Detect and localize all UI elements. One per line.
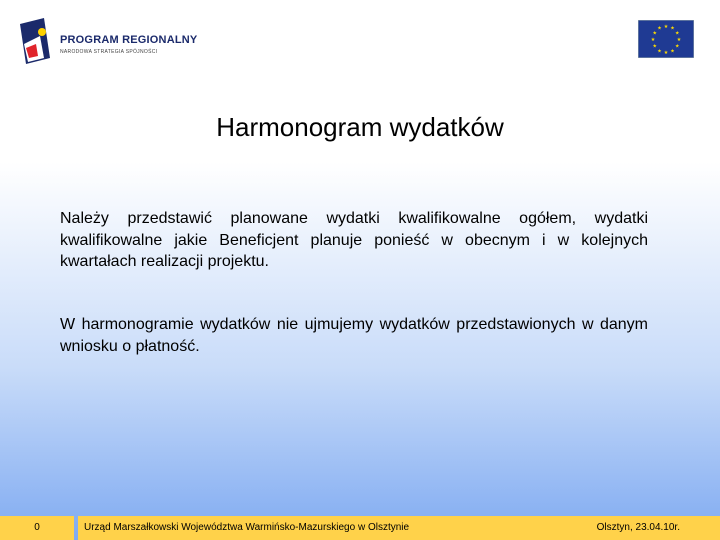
- paragraph-exclusions: W harmonogramie wydatków nie ujmujemy wydatków przedstawionych w danym wniosku o płatność.: [60, 316, 648, 355]
- footer: [0, 516, 720, 540]
- svg-text:★: ★: [675, 43, 680, 50]
- svg-text:★: ★: [650, 37, 656, 43]
- page-number: 0: [0, 516, 74, 540]
- footer-organization: Urząd Marszałkowski Województwa Warmińsko-Mazurskiego w Olsztynie: [78, 516, 418, 540]
- svg-text:★: ★: [676, 37, 682, 43]
- program-regionalny-logo-icon: [20, 18, 50, 64]
- svg-text:★: ★: [657, 25, 662, 32]
- program-logo: [0, 0, 210, 84]
- svg-text:★: ★: [652, 43, 657, 50]
- svg-text:★: ★: [670, 48, 675, 55]
- svg-text:★: ★: [670, 25, 675, 32]
- svg-text:★: ★: [663, 50, 669, 56]
- svg-text:★: ★: [657, 48, 662, 55]
- svg-text:★: ★: [652, 30, 657, 37]
- paragraph-planned-expenses: Należy przedstawić planowane wydatki kwalifikowalne ogółem, wydatki kwalifikowalne jakie Beneficjent planuje ponieść w obecnym i w kolejnych kwartałach realizacji projektu.: [60, 210, 648, 270]
- svg-text:★: ★: [663, 24, 669, 30]
- footer-date: Olsztyn, 23.04.10r.: [418, 516, 720, 540]
- svg-text:★: ★: [675, 30, 680, 37]
- logo-subtitle: NARODOWA STRATEGIA SPÓJNOŚCI: [60, 49, 158, 55]
- eu-flag-icon: [638, 20, 694, 58]
- slide-title: Harmonogram wydatków: [216, 112, 504, 142]
- logo-title: PROGRAM REGIONALNY: [60, 34, 198, 46]
